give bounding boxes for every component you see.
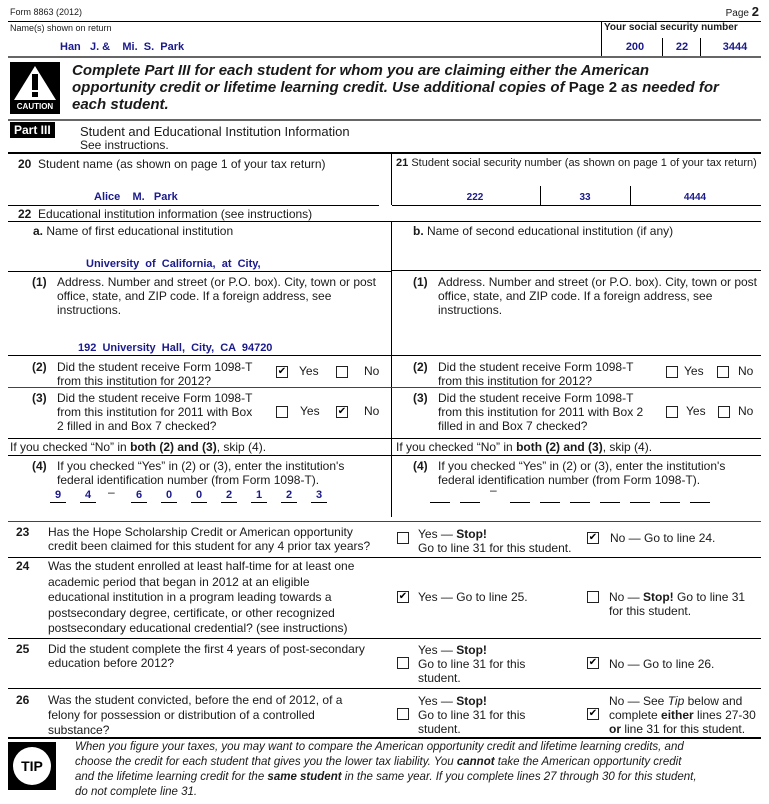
b-q3-no-checkbox[interactable] bbox=[718, 406, 730, 418]
page-number: 2 bbox=[751, 4, 759, 19]
line23-no-checkbox[interactable]: ✔ bbox=[588, 532, 598, 543]
ein-a-digit-4[interactable]: 0 bbox=[161, 489, 177, 503]
tip-text: When you figure your taxes, you may want to compare the American opportunity credit and lifetime learning credits, and choose the credit for each student that gives you the lower tax liability. You cannot take the American opportunity credit and the lifetime learning credit for the same student in the same year. If you complete lines 27 through 30 for this student, do not complete line 31. bbox=[75, 741, 697, 798]
b-q2-num: (2) bbox=[413, 360, 428, 374]
line21-label: 21 Student social security number (as shown on page 1 of your tax return) bbox=[396, 157, 757, 169]
names-value[interactable]: Han J. & Mi. S. Park bbox=[60, 41, 185, 53]
institution-a-address-value[interactable]: 192 University Hall, City, CA 94720 bbox=[78, 342, 273, 354]
line25-text: Did the student complete the first 4 years of post-secondary education before 2012? bbox=[48, 642, 365, 670]
line23-num: 23 bbox=[16, 525, 30, 539]
b-q2-text: Did the student receive Form 1098-T from this institution for 2012? bbox=[438, 360, 634, 388]
b-q3-yes-checkbox[interactable] bbox=[666, 406, 678, 418]
line24-text: Was the student enrolled at least half-time for at least one academic period that began in 2012 at an eligible educational institution in a program leading towards a postsecondary degree, certificate, or other recognized postsecondary educational credential? (see instructions) bbox=[48, 559, 355, 635]
b-q4-text: If you checked “Yes” in (2) or (3), enter the institution's federal identification number (from Form 1098-T). bbox=[438, 459, 726, 487]
ein-b-digit-4[interactable] bbox=[540, 489, 560, 503]
line23-yes-label: Yes — Stop! Go to line 31 for this student. bbox=[418, 527, 572, 555]
form-label: Form 8863 (2012) bbox=[10, 7, 83, 17]
a-q1-text: Address. Number and street (or P.O. box). City, town or post office, state, and ZIP code. If a foreign address, see instructions. bbox=[57, 275, 377, 317]
ein-a-digit-7[interactable]: 1 bbox=[251, 489, 267, 503]
part-iii-title: Student and Educational Institution Information bbox=[80, 124, 350, 139]
b-q2-no-checkbox[interactable] bbox=[717, 366, 729, 378]
caution-icon bbox=[10, 62, 60, 114]
ein-a-digit-9[interactable]: 3 bbox=[311, 489, 327, 503]
student-ssn-2[interactable]: 33 bbox=[579, 192, 591, 203]
a-q3-yes-checkbox[interactable] bbox=[276, 406, 288, 418]
caution-text-line2: opportunity credit or lifetime learning credit. Use additional copies of Page 2 as needed for bbox=[72, 79, 719, 96]
ein-a-digit-6[interactable]: 2 bbox=[221, 489, 237, 503]
page-label bbox=[726, 4, 759, 19]
ein-b-digit-3[interactable] bbox=[510, 489, 530, 503]
a-q4-num: (4) bbox=[32, 459, 47, 473]
line25-yes-checkbox[interactable] bbox=[397, 657, 409, 669]
ein-a-digit-8[interactable]: 2 bbox=[281, 489, 297, 503]
a-q2-text: Did the student receive Form 1098-T from this institution for 2012? bbox=[57, 360, 253, 388]
part-iii-subtitle: See instructions. bbox=[80, 138, 169, 152]
tip-label: TIP bbox=[13, 747, 51, 785]
page-label-text: Page bbox=[725, 8, 749, 19]
line26-text: Was the student convicted, before the end of 2012, of a felony for possession or distribution of a controlled substance? bbox=[48, 693, 343, 737]
ssn-part-1[interactable]: 200 bbox=[625, 41, 645, 53]
a-q3-num: (3) bbox=[32, 391, 47, 405]
names-label: Name(s) shown on return bbox=[10, 23, 112, 33]
caution-text bbox=[72, 62, 762, 113]
institution-a-name-value[interactable]: University of California, at City, bbox=[86, 258, 261, 270]
a-q2-num: (2) bbox=[32, 360, 47, 374]
a-q3-text: Did the student receive Form 1098-T from this institution for 2011 with Box 2 filled in and Box 7 checked? bbox=[57, 391, 253, 433]
b-q3-no-label: No bbox=[738, 404, 754, 418]
line26-no-checkbox[interactable]: ✔ bbox=[588, 708, 598, 719]
b-q2-yes-checkbox[interactable] bbox=[666, 366, 678, 378]
line24-yes-label: Yes — Go to line 25. bbox=[418, 590, 528, 604]
b-q4-num: (4) bbox=[413, 459, 428, 473]
line25-no-label: No — Go to line 26. bbox=[609, 657, 715, 671]
ein-b-digit-1[interactable] bbox=[430, 489, 450, 503]
a-skip-note: If you checked “No” in both (2) and (3), skip (4). bbox=[10, 440, 267, 454]
ein-a-dash: – bbox=[108, 485, 115, 499]
line26-yes-label: Yes — Stop! Go to line 31 for this student. bbox=[418, 694, 526, 736]
a-q4-text: If you checked “Yes” in (2) or (3), enter the institution's federal identification number (from Form 1098-T). bbox=[57, 459, 345, 487]
ssn-part-2[interactable]: 22 bbox=[675, 41, 689, 53]
caution-text-line1: Complete Part III for each student for whom you are claiming either the American bbox=[72, 62, 650, 79]
a-q2-yes-checkbox[interactable]: ✔ bbox=[277, 366, 287, 377]
student-name-value[interactable]: Alice M. Park bbox=[94, 191, 178, 203]
institution-b-label: b. Name of second educational institution (if any) bbox=[413, 224, 674, 238]
a-q3-yes-label: Yes bbox=[300, 404, 320, 418]
a-q3-no-checkbox[interactable]: ✔ bbox=[337, 406, 347, 417]
institution-b-name-input[interactable] bbox=[392, 270, 761, 271]
ein-b-digit-8[interactable] bbox=[660, 489, 680, 503]
ssn-part-3[interactable]: 3444 bbox=[722, 41, 748, 53]
line23-no-label: No — Go to line 24. bbox=[610, 531, 716, 545]
ein-a-digit-1[interactable]: 9 bbox=[50, 489, 66, 503]
a-q2-yes-label: Yes bbox=[299, 364, 319, 378]
line23-text: Has the Hope Scholarship Credit or American opportunity credit been claimed for this student for any 4 prior tax years? bbox=[48, 525, 371, 553]
a-q3-no-label: No bbox=[364, 404, 380, 418]
institution-a-label: a. Name of first educational institution bbox=[33, 224, 234, 238]
student-ssn-1[interactable]: 222 bbox=[466, 192, 484, 203]
line20-label: 20 Student name (as shown on page 1 of your tax return) bbox=[18, 157, 326, 171]
ein-a-digit-2[interactable]: 4 bbox=[80, 489, 96, 503]
b-q1-num: (1) bbox=[413, 275, 428, 289]
line24-no-checkbox[interactable] bbox=[587, 591, 599, 603]
b-q3-text: Did the student receive Form 1098-T from this institution for 2011 with Box 2 filled in and Box 7 checked? bbox=[438, 391, 644, 433]
ein-b-digit-7[interactable] bbox=[630, 489, 650, 503]
ein-b-digit-5[interactable] bbox=[570, 489, 590, 503]
line24-no-label: No — Stop! Go to line 31 for this student. bbox=[609, 590, 746, 618]
line26-num: 26 bbox=[16, 693, 30, 707]
line24-num: 24 bbox=[16, 559, 30, 573]
ein-b-digit-9[interactable] bbox=[690, 489, 710, 503]
a-q1-num: (1) bbox=[32, 275, 47, 289]
part-iii-label: Part III bbox=[10, 122, 55, 138]
a-q2-no-label: No bbox=[364, 364, 380, 378]
ein-b-digit-6[interactable] bbox=[600, 489, 620, 503]
b-q3-num: (3) bbox=[413, 391, 428, 405]
line24-yes-checkbox[interactable]: ✔ bbox=[398, 591, 408, 602]
ein-b-dash: – bbox=[490, 483, 497, 497]
line25-no-checkbox[interactable]: ✔ bbox=[588, 657, 598, 668]
a-q2-no-checkbox[interactable] bbox=[336, 366, 348, 378]
b-q1-text: Address. Number and street (or P.O. box). City, town or post office, state, and ZIP code. If a foreign address, see instructions. bbox=[438, 275, 758, 317]
line25-yes-label: Yes — Stop! Go to line 31 for this student. bbox=[418, 643, 526, 685]
line25-num: 25 bbox=[16, 642, 30, 656]
b-q2-no-label: No bbox=[738, 364, 754, 378]
ein-a-digit-5[interactable]: 0 bbox=[191, 489, 207, 503]
ssn-label: Your social security number bbox=[604, 22, 738, 33]
line22-label: 22 Educational institution information (see instructions) bbox=[18, 207, 313, 221]
line26-yes-checkbox[interactable] bbox=[397, 708, 409, 720]
line26-no-label: No — See Tip below and complete either lines 27-30 or line 31 for this student. bbox=[609, 694, 756, 736]
line23-yes-checkbox[interactable] bbox=[397, 532, 409, 544]
ein-a-digit-3[interactable]: 6 bbox=[131, 489, 147, 503]
ein-b-digit-2[interactable] bbox=[460, 489, 480, 503]
b-q2-yes-label: Yes bbox=[684, 364, 704, 378]
student-ssn-3[interactable]: 4444 bbox=[683, 192, 707, 203]
caution-label: CAUTION bbox=[16, 102, 54, 111]
b-skip-note: If you checked “No” in both (2) and (3), skip (4). bbox=[396, 440, 653, 454]
tip-icon bbox=[8, 742, 56, 790]
caution-text-line3: each student. bbox=[72, 96, 169, 113]
b-q3-yes-label: Yes bbox=[686, 404, 706, 418]
